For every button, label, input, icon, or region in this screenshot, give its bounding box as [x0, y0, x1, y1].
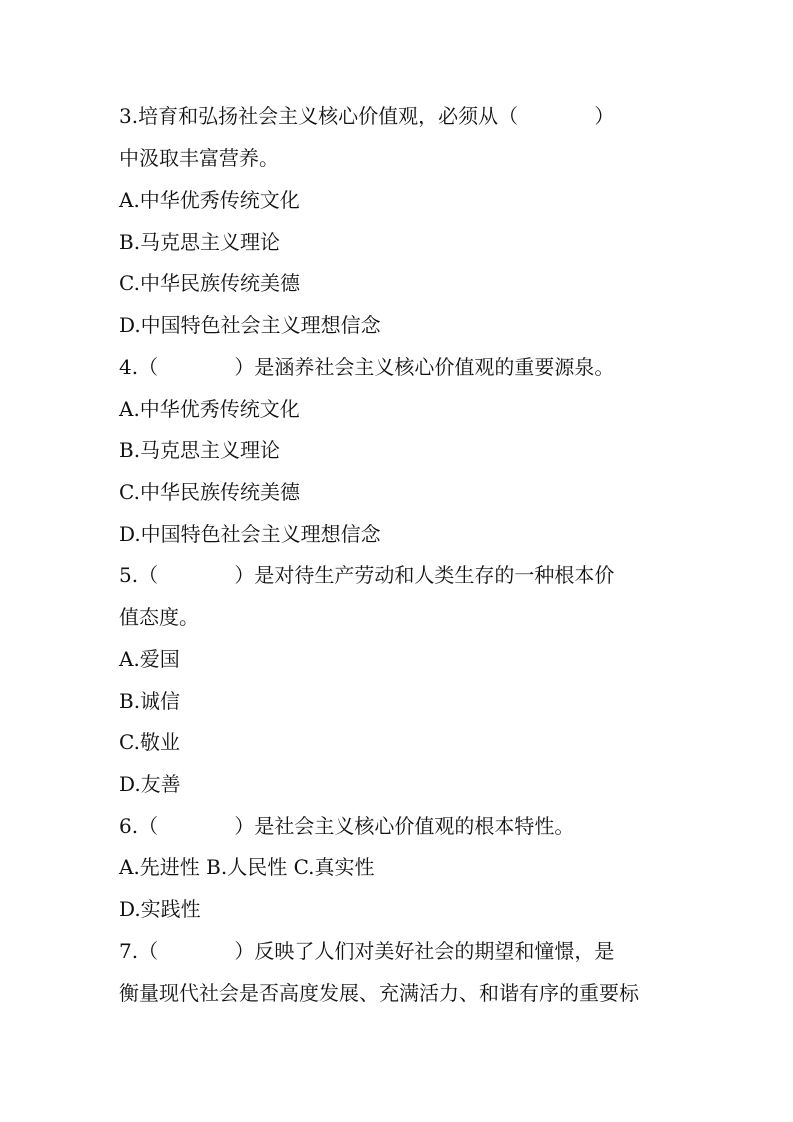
question-4-stem-line-1: 4.（ ）是涵养社会主义核心价值观的重要源泉。	[119, 355, 615, 379]
question-4-option-c: C.中华民族传统美德	[119, 480, 300, 504]
question-5-option-b: B.诚信	[119, 689, 181, 713]
question-7-stem-line-2: 衡量现代社会是否高度发展、充满活力、和谐有序的重要标	[119, 981, 639, 1005]
question-3-option-c: C.中华民族传统美德	[119, 271, 300, 295]
question-3-option-d: D.中国特色社会主义理想信念	[119, 313, 381, 337]
question-3-option-b: B.马克思主义理论	[119, 230, 281, 254]
question-6-stem-line-1: 6.（ ）是社会主义核心价值观的根本特性。	[119, 814, 575, 838]
question-5-option-d: D.友善	[119, 772, 181, 796]
question-5-stem-line-1: 5.（ ）是对待生产劳动和人类生存的一种根本价	[119, 563, 615, 587]
question-4-option-d: D.中国特色社会主义理想信念	[119, 522, 381, 546]
question-6-options-line-1: A.先进性 B.人民性 C.真实性	[119, 855, 375, 879]
question-3-stem-line-2: 中汲取丰富营养。	[119, 146, 279, 170]
question-3-stem-line-1: 3.培育和弘扬社会主义核心价值观，必须从（ ）	[119, 104, 615, 128]
question-5-option-c: C.敬业	[119, 730, 180, 754]
question-5-stem-line-2: 值态度。	[119, 605, 199, 629]
question-5-option-a: A.爱国	[119, 647, 180, 671]
question-4-option-b: B.马克思主义理论	[119, 438, 281, 462]
question-3-option-a: A.中华优秀传统文化	[119, 188, 300, 212]
question-7-stem-line-1: 7.（ ）反映了人们对美好社会的期望和憧憬，是	[119, 939, 615, 963]
question-4-option-a: A.中华优秀传统文化	[119, 397, 300, 421]
question-6-options-line-2: D.实践性	[119, 897, 201, 921]
